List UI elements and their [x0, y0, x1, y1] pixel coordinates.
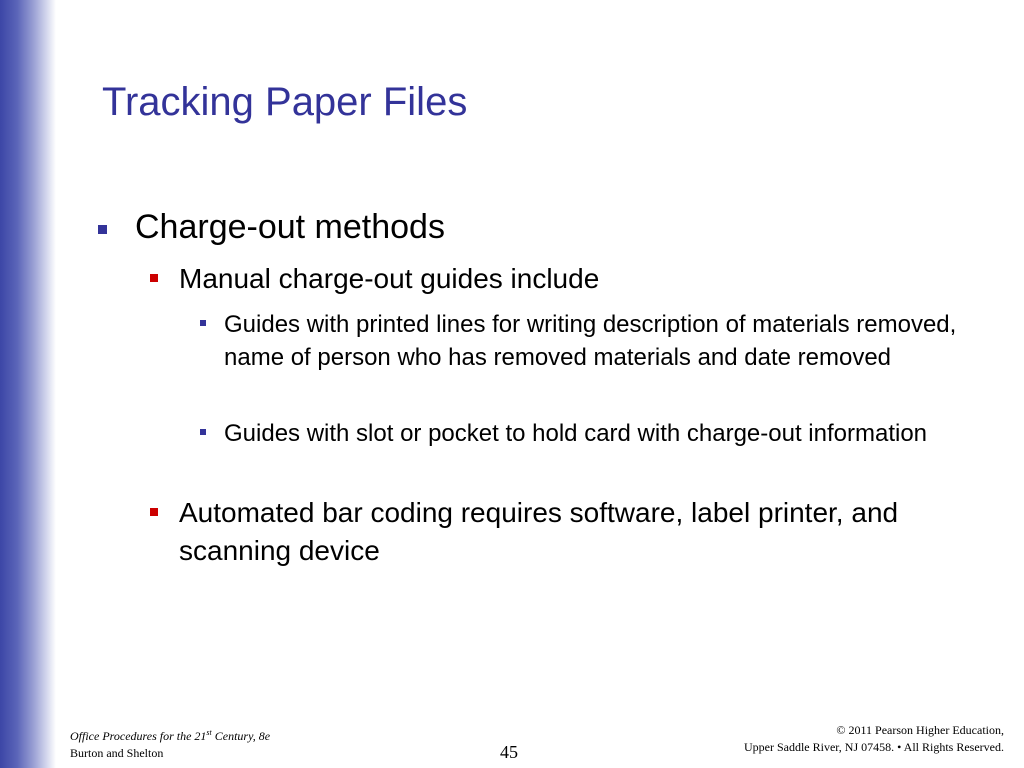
copyright-line1: © 2011 Pearson Higher Education, — [836, 723, 1004, 737]
square-bullet-icon — [150, 508, 158, 516]
bullet-level3-slot-pocket — [200, 417, 984, 450]
bullet-text: Manual charge-out guides include — [179, 263, 600, 294]
bullet-level2-bar-coding — [150, 494, 899, 570]
footer-book-info — [70, 724, 270, 762]
page-number: 45 — [500, 742, 518, 762]
bullet-level2-manual-guides — [150, 260, 899, 298]
bullet-text: Automated bar coding requires software, label printer, and scanning device — [179, 497, 899, 566]
footer-copyright — [744, 722, 1004, 756]
bullet-text: Charge-out methods — [135, 208, 445, 246]
square-bullet-icon — [200, 320, 206, 326]
footer-book-title: Office Procedures for the 21st Century, 8e — [70, 728, 271, 743]
bullet-text: Guides with slot or pocket to hold card with charge-out information — [224, 420, 928, 447]
square-bullet-icon — [200, 429, 206, 435]
slide-title: Tracking Paper Files — [102, 80, 468, 124]
square-bullet-icon — [150, 274, 158, 282]
square-bullet-icon — [98, 225, 107, 234]
bullet-text: Guides with printed lines for writing description of materials removed, name of person who has removed materials and date removed — [224, 311, 957, 371]
copyright-line2: Upper Saddle River, NJ 07458. • All Rights Reserved. — [743, 740, 1004, 754]
footer-authors: Burton and Shelton — [70, 746, 164, 760]
left-decorative-bar — [0, 0, 56, 768]
bullet-level3-printed-lines — [200, 308, 984, 374]
bullet-level1-charge-out-methods — [98, 206, 445, 248]
